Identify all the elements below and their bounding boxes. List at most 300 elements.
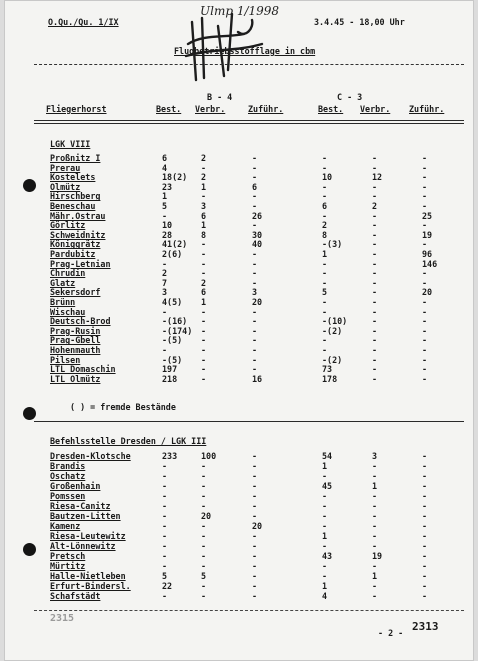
b-zufuhr-value: - [252, 249, 258, 259]
c-verbr-value: - [372, 316, 378, 327]
c-zufuhr-value: - [422, 239, 428, 250]
airfield-name: Bautzen-Litten [50, 511, 121, 521]
b-verbr-value: - [201, 364, 207, 375]
airfield-name: Mähr.Ostrau [50, 210, 106, 221]
airfield-name: Königgrätz [50, 239, 101, 250]
b-verbr-value: - [201, 191, 207, 202]
airfield-name: LTL Domaschin [50, 364, 116, 375]
b-verbr-value: 2 [201, 277, 207, 288]
c-verbr-value: - [372, 511, 378, 521]
c-best-value: 1 [322, 461, 328, 471]
handwritten-note: Ulmp 1/1998 [200, 4, 280, 18]
b-zufuhr-value: 26 [252, 210, 263, 221]
b-best-value: -(174) [162, 325, 193, 336]
b-verbr-value: - [201, 541, 207, 551]
b-zufuhr-value: - [252, 277, 258, 288]
b-best-value: - [162, 561, 168, 571]
b-best-value: 10 [162, 220, 173, 231]
c-best-value: - [322, 345, 328, 355]
table-row [4, 531, 474, 541]
c-verbr-value: - [372, 364, 378, 375]
b-verbr-value: - [201, 373, 207, 384]
c-best-value: 4 [322, 591, 328, 601]
c-best-value: - [322, 191, 328, 202]
airfield-name: Proßnitz I [50, 153, 101, 163]
b-zufuhr-value: - [252, 581, 258, 591]
b-zufuhr-value: - [252, 316, 258, 327]
b-zufuhr-value: 16 [252, 373, 263, 384]
c-zufuhr-header: Zuführ. [409, 104, 445, 114]
airfield-column-header: Fliegerhorst [46, 104, 107, 114]
c-best-value: - [322, 210, 328, 221]
c-zufuhr-value: - [422, 521, 428, 531]
table-row [4, 561, 474, 571]
c-verbr-value: - [372, 531, 378, 541]
b-zufuhr-header: Zuführ. [248, 104, 284, 114]
c-zufuhr-value: 19 [422, 229, 433, 240]
table-row [4, 461, 474, 471]
b-best-value: - [162, 258, 168, 269]
b-verbr-value: - [201, 239, 207, 250]
faint-page-number: 2315 [50, 613, 75, 624]
airfield-name: Erfurt-Bindersl. [50, 581, 131, 591]
c-verbr-value: - [372, 541, 378, 551]
b-zufuhr-value: 3 [252, 287, 258, 298]
b-verbr-value: - [201, 481, 207, 491]
section-title-dresden: Befehlsstelle Dresden / LGK III [50, 436, 207, 446]
b-verbr-value: - [201, 521, 207, 531]
c-zufuhr-value: - [422, 277, 428, 288]
c-best-value: - [322, 306, 328, 317]
c-verbr-value: - [372, 461, 378, 471]
c-best-value: - [322, 153, 328, 163]
b-verbr-value: 6 [201, 287, 207, 298]
c-best-value: - [322, 511, 328, 521]
table-row [4, 541, 474, 551]
b-verbr-value: 3 [201, 201, 207, 211]
airfield-name: Görlitz [50, 220, 86, 231]
c-zufuhr-value: 25 [422, 210, 433, 221]
b-verbr-value: 5 [201, 571, 207, 581]
b-best-value: 1 [162, 191, 168, 202]
b-verbr-value: - [201, 258, 207, 269]
table-row [4, 471, 474, 481]
c-best-value: 8 [322, 229, 328, 240]
table-row [4, 481, 474, 491]
c-verbr-value: - [372, 220, 378, 231]
b-zufuhr-value: - [252, 220, 258, 231]
c-verbr-value: 1 [372, 481, 378, 491]
b-verbr-value: - [201, 316, 207, 327]
c-verbr-value: - [372, 239, 378, 250]
group-c-header: C - 3 [337, 92, 363, 102]
c-best-value: -(3) [322, 239, 343, 250]
c-zufuhr-value: - [422, 172, 428, 183]
airfield-name: Schweidnitz [50, 229, 106, 240]
c-zufuhr-value: - [422, 501, 428, 511]
b-zufuhr-value: 30 [252, 229, 263, 240]
c-zufuhr-value: - [422, 531, 428, 541]
b-verbr-value: 1 [201, 220, 207, 231]
airfield-name: Deutsch-Brod [50, 316, 111, 327]
c-zufuhr-value: 20 [422, 287, 433, 298]
b-verbr-value: - [201, 471, 207, 481]
airfield-name: Brünn [50, 297, 76, 307]
b-verbr-value: - [201, 491, 207, 501]
b-zufuhr-value: 6 [252, 181, 258, 192]
table-row [4, 551, 474, 561]
b-zufuhr-value: 40 [252, 239, 263, 250]
b-best-value: - [162, 345, 168, 355]
airfield-name: Kostelets [50, 172, 96, 183]
b-verbr-value: - [201, 306, 207, 317]
b-best-value: - [162, 511, 168, 521]
b-best-value: 218 [162, 373, 178, 384]
airfield-name: Großenhain [50, 481, 101, 491]
c-verbr-value: - [372, 210, 378, 221]
b-best-value: 2(6) [162, 249, 183, 259]
c-best-value: 45 [322, 481, 333, 491]
airfield-name: Sekersdorf [50, 287, 101, 298]
b-best-value: 23 [162, 181, 173, 192]
airfield-name: Pardubitz [50, 249, 96, 259]
table-row [4, 374, 474, 384]
c-zufuhr-value: - [422, 541, 428, 551]
stamp-number: 2313 [412, 620, 439, 633]
c-best-value: 1 [322, 531, 328, 541]
b-best-value: 233 [162, 451, 178, 461]
b-best-value: - [162, 531, 168, 541]
airfield-name: Chrudin [50, 268, 86, 279]
b-zufuhr-value: - [252, 354, 258, 365]
airfield-name: Wischau [50, 306, 86, 317]
date-time: 3.4.45 - 18,00 Uhr [314, 17, 405, 27]
b-zufuhr-value: - [252, 461, 258, 471]
c-best-value: - [322, 471, 328, 481]
c-verbr-value: - [372, 191, 378, 202]
c-zufuhr-value: - [422, 561, 428, 571]
airfield-name: Glatz [50, 277, 76, 288]
airfield-name: Hohenmauth [50, 345, 101, 355]
table-row [4, 491, 474, 501]
airfield-name: Hirschberg [50, 191, 101, 202]
c-best-value: - [322, 277, 328, 288]
c-zufuhr-value: - [422, 335, 428, 346]
c-zufuhr-value: - [422, 297, 428, 307]
b-verbr-value: - [201, 501, 207, 511]
table-row [4, 451, 474, 461]
c-best-value: - [322, 181, 328, 192]
b-zufuhr-value: - [252, 561, 258, 571]
c-best-value: -(10) [322, 316, 348, 327]
b-verbr-value: - [201, 551, 207, 561]
airfield-name: Riesa-Leutewitz [50, 531, 126, 541]
airfield-name: LTL Olmütz [50, 373, 101, 384]
airfield-name: Dresden-Klotsche [50, 451, 131, 461]
c-zufuhr-value: 146 [422, 258, 438, 269]
airfield-name: Oschatz [50, 471, 86, 481]
c-best-value: -(2) [322, 354, 343, 365]
c-verbr-value: - [372, 287, 378, 298]
c-zufuhr-value: - [422, 571, 428, 581]
b-zufuhr-value: - [252, 501, 258, 511]
airfield-name: Beneschau [50, 201, 96, 211]
b-zufuhr-value: - [252, 172, 258, 183]
b-verbr-value: - [201, 325, 207, 336]
c-verbr-header: Verbr. [360, 104, 391, 114]
c-best-value: - [322, 162, 328, 173]
b-zufuhr-value: - [252, 551, 258, 561]
c-best-value: - [322, 335, 328, 346]
b-best-value: - [162, 306, 168, 317]
c-best-value: -(2) [322, 325, 343, 336]
b-best-value: 5 [162, 201, 168, 211]
airfield-name: Prag-Gbell [50, 335, 101, 346]
c-verbr-value: - [372, 373, 378, 384]
airfield-name: Alt-Lönnewitz [50, 541, 116, 551]
airfield-name: Riesa-Canitz [50, 501, 111, 511]
c-zufuhr-value: - [422, 581, 428, 591]
c-verbr-value: - [372, 229, 378, 240]
c-verbr-value: - [372, 162, 378, 173]
group-b-header: B - 4 [207, 92, 233, 102]
airfield-name: Kamenz [50, 521, 81, 531]
c-verbr-value: - [372, 471, 378, 481]
b-verbr-value: - [201, 249, 207, 259]
b-verbr-value: 1 [201, 297, 207, 307]
c-verbr-value: - [372, 258, 378, 269]
airfield-name: Pretsch [50, 551, 86, 561]
c-best-value: 5 [322, 287, 328, 298]
b-best-value: 7 [162, 277, 168, 288]
b-best-value: - [162, 501, 168, 511]
airfield-name: Schafstädt [50, 591, 101, 601]
b-best-value: - [162, 481, 168, 491]
c-verbr-value: 2 [372, 201, 378, 211]
c-zufuhr-value: - [422, 325, 428, 336]
handwritten-signature-scribble [174, 4, 274, 84]
table-row [4, 571, 474, 581]
airfield-name: Mürtitz [50, 561, 86, 571]
c-zufuhr-value: - [422, 220, 428, 231]
b-verbr-value: 1 [201, 181, 207, 192]
b-best-value: - [162, 521, 168, 531]
b-best-value: 6 [162, 153, 168, 163]
c-best-value: - [322, 541, 328, 551]
airfield-name: Prerau [50, 162, 81, 173]
b-best-value: - [162, 541, 168, 551]
c-zufuhr-value: - [422, 364, 428, 375]
b-best-value: 22 [162, 581, 173, 591]
c-verbr-value: - [372, 306, 378, 317]
c-best-value: 178 [322, 373, 338, 384]
b-verbr-value: - [201, 581, 207, 591]
b-zufuhr-value: - [252, 491, 258, 501]
c-verbr-value: 12 [372, 172, 383, 183]
b-best-value: -(16) [162, 316, 188, 327]
punch-hole [23, 407, 36, 420]
c-zufuhr-value: - [422, 354, 428, 365]
c-zufuhr-value: - [422, 461, 428, 471]
c-verbr-value: 19 [372, 551, 383, 561]
c-zufuhr-value: - [422, 451, 428, 461]
c-best-value: - [322, 521, 328, 531]
b-best-value: - [162, 551, 168, 561]
c-best-value: 6 [322, 201, 328, 211]
airfield-name: Brandis [50, 461, 86, 471]
c-best-value: 1 [322, 581, 328, 591]
c-zufuhr-value: - [422, 153, 428, 163]
b-verbr-value: - [201, 461, 207, 471]
page-marker: - 2 - [378, 628, 404, 638]
b-best-value: 4 [162, 162, 168, 173]
document-page [4, 0, 474, 661]
c-best-value: - [322, 501, 328, 511]
c-verbr-value: - [372, 181, 378, 192]
c-best-value: - [322, 571, 328, 581]
legend-note: ( ) = fremde Bestände [70, 402, 176, 412]
b-zufuhr-value: - [252, 531, 258, 541]
c-best-value: 43 [322, 551, 333, 561]
b-best-value: 28 [162, 229, 173, 240]
c-zufuhr-value: - [422, 491, 428, 501]
b-zufuhr-value: - [252, 162, 258, 173]
c-zufuhr-value: - [422, 591, 428, 601]
c-zufuhr-value: - [422, 268, 428, 279]
c-verbr-value: 1 [372, 571, 378, 581]
b-verbr-value: 2 [201, 172, 207, 183]
c-best-value: - [322, 268, 328, 279]
c-verbr-value: - [372, 491, 378, 501]
b-verbr-value: - [201, 561, 207, 571]
b-verbr-value: - [201, 268, 207, 279]
c-verbr-value: - [372, 249, 378, 259]
b-verbr-value: 100 [201, 451, 217, 461]
b-zufuhr-value: - [252, 571, 258, 581]
c-verbr-value: - [372, 521, 378, 531]
section-divider [34, 421, 464, 422]
b-best-value: 197 [162, 364, 178, 375]
b-verbr-value: - [201, 354, 207, 365]
b-best-value: - [162, 491, 168, 501]
b-verbr-value: - [201, 345, 207, 355]
c-zufuhr-value: - [422, 511, 428, 521]
c-best-value: 73 [322, 364, 333, 375]
c-best-value: 10 [322, 172, 333, 183]
c-verbr-value: 3 [372, 451, 378, 461]
c-verbr-value: - [372, 345, 378, 355]
c-verbr-value: - [372, 354, 378, 365]
document-reference: O.Qu./Qu. 1/IX [48, 17, 119, 27]
table-row [4, 511, 474, 521]
b-verbr-value: 2 [201, 153, 207, 163]
b-zufuhr-value: - [252, 345, 258, 355]
b-best-value: - [162, 591, 168, 601]
airfield-name: Pilsen [50, 354, 81, 365]
c-verbr-value: - [372, 581, 378, 591]
b-best-value: 4(5) [162, 297, 183, 307]
b-verbr-value: 20 [201, 511, 212, 521]
c-best-value: 1 [322, 249, 328, 259]
b-verbr-header: Verbr. [195, 104, 226, 114]
b-zufuhr-value: - [252, 511, 258, 521]
b-verbr-value: 8 [201, 229, 207, 240]
b-verbr-value: - [201, 162, 207, 173]
c-zufuhr-value: 96 [422, 249, 433, 259]
document-title: Flugbetriebsstofflage in cbm [174, 46, 316, 56]
b-best-value: 18(2) [162, 172, 188, 183]
b-zufuhr-value: - [252, 541, 258, 551]
c-verbr-value: - [372, 297, 378, 307]
b-verbr-value: - [201, 591, 207, 601]
b-zufuhr-value: 20 [252, 521, 263, 531]
b-zufuhr-value: - [252, 335, 258, 346]
b-best-value: -(5) [162, 354, 183, 365]
b-verbr-value: 6 [201, 210, 207, 221]
airfield-name: Prag-Rusin [50, 325, 101, 336]
c-zufuhr-value: - [422, 373, 428, 384]
c-verbr-value: - [372, 277, 378, 288]
b-zufuhr-value: - [252, 591, 258, 601]
b-zufuhr-value: - [252, 191, 258, 202]
c-zufuhr-value: - [422, 345, 428, 355]
section-title-lgk-viii: LGK VIII [50, 139, 91, 149]
c-verbr-value: - [372, 561, 378, 571]
b-zufuhr-value: - [252, 364, 258, 375]
b-best-value: - [162, 210, 168, 221]
b-best-value: 2 [162, 268, 168, 279]
b-zufuhr-value: - [252, 325, 258, 336]
b-zufuhr-value: - [252, 153, 258, 163]
b-zufuhr-value: - [252, 201, 258, 211]
c-verbr-value: - [372, 335, 378, 346]
b-verbr-value: - [201, 531, 207, 541]
c-best-value: - [322, 258, 328, 269]
b-zufuhr-value: - [252, 268, 258, 279]
b-zufuhr-value: 20 [252, 297, 263, 307]
b-best-value: 3 [162, 287, 168, 298]
airfield-name: Prag-Letnian [50, 258, 111, 269]
c-zufuhr-value: - [422, 191, 428, 202]
b-zufuhr-value: - [252, 481, 258, 491]
airfield-name: Pomssen [50, 491, 86, 501]
c-best-value: - [322, 561, 328, 571]
b-zufuhr-value: - [252, 471, 258, 481]
c-verbr-value: - [372, 153, 378, 163]
footer-divider [34, 610, 464, 611]
c-zufuhr-value: - [422, 162, 428, 173]
b-verbr-value: - [201, 335, 207, 346]
c-verbr-value: - [372, 325, 378, 336]
b-best-value: 5 [162, 571, 168, 581]
b-best-header: Best. [156, 104, 182, 114]
header-divider [34, 120, 464, 121]
airfield-name: Halle-Nietleben [50, 571, 126, 581]
c-zufuhr-value: - [422, 551, 428, 561]
b-best-value: - [162, 471, 168, 481]
c-zufuhr-value: - [422, 471, 428, 481]
table-row [4, 591, 474, 601]
b-best-value: 41(2) [162, 239, 188, 250]
b-best-value: -(5) [162, 335, 183, 346]
c-zufuhr-value: - [422, 181, 428, 192]
c-best-value: - [322, 297, 328, 307]
c-zufuhr-value: - [422, 201, 428, 211]
title-divider [34, 64, 464, 65]
c-verbr-value: - [372, 268, 378, 279]
c-zufuhr-value: - [422, 481, 428, 491]
table-row [4, 521, 474, 531]
